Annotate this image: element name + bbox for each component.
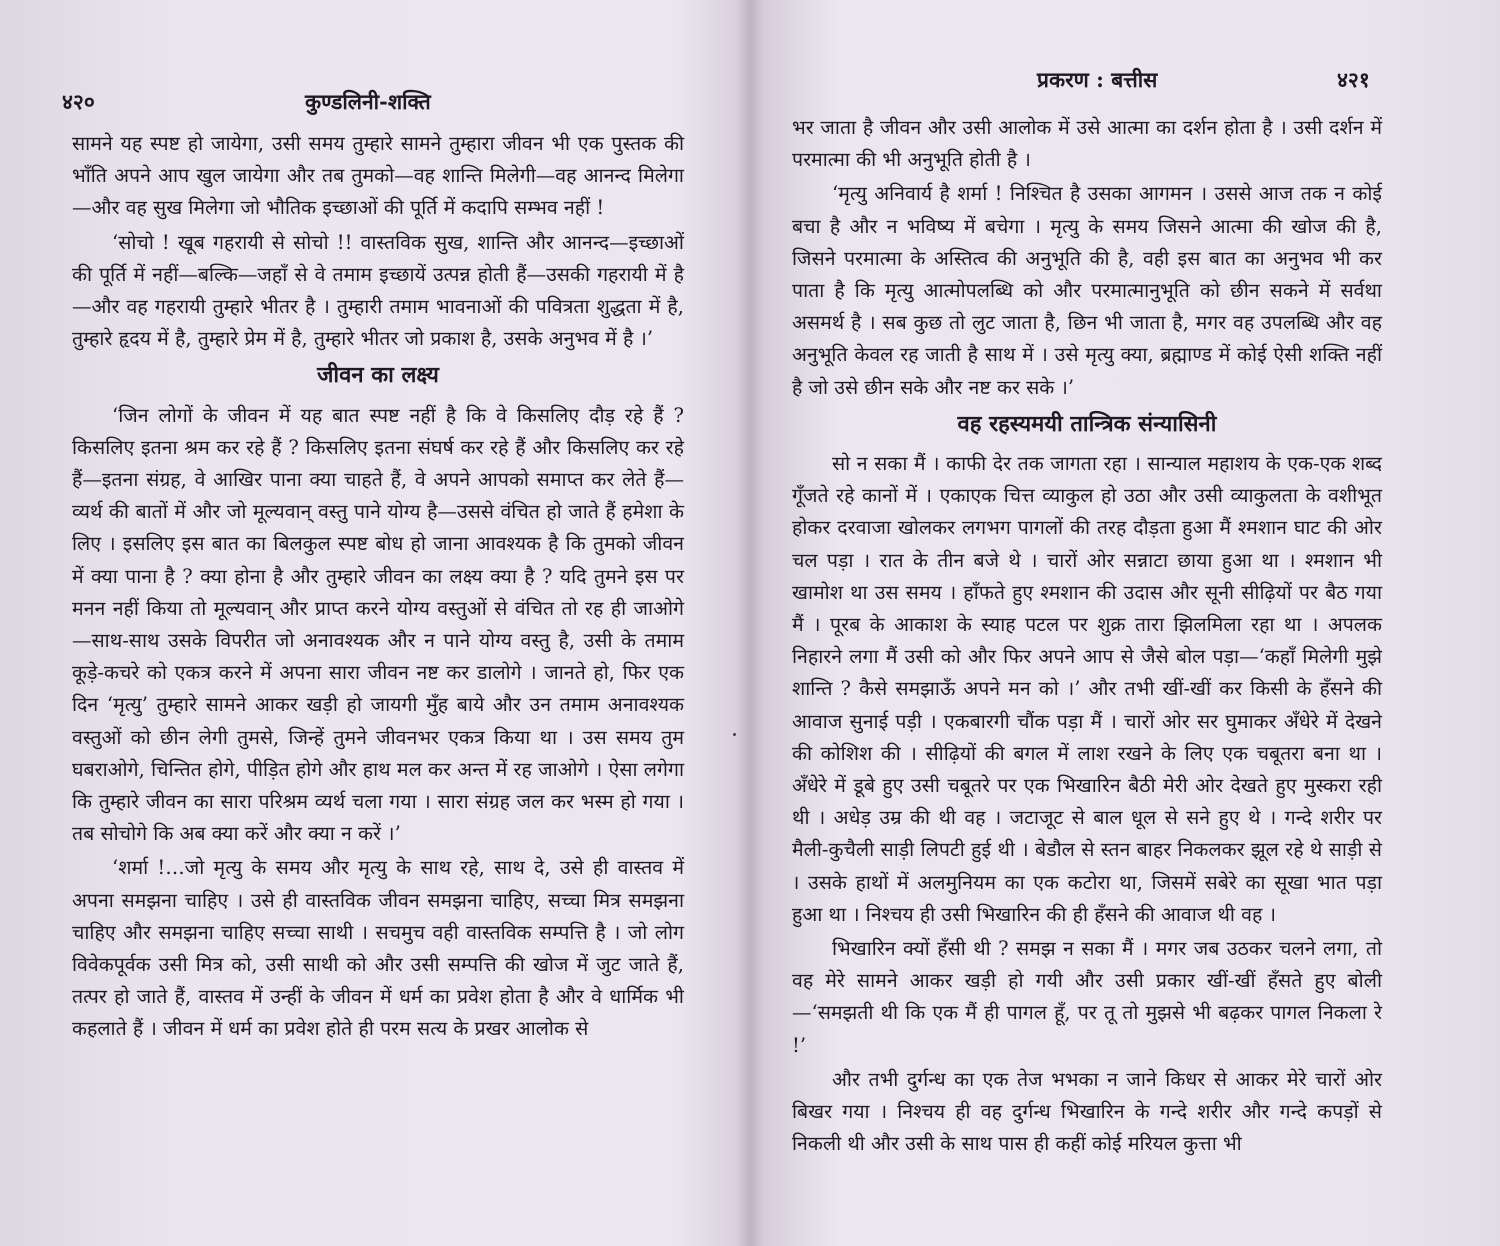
section-heading: वह रहस्यमयी तान्त्रिक संन्यासिनी — [957, 410, 1217, 437]
page-number: ४२० — [62, 89, 95, 114]
section-heading: जीवन का लक्ष्य — [317, 362, 439, 389]
running-title: प्रकरण : बत्तीस — [1037, 67, 1158, 92]
paragraph: सो न सका मैं । काफी देर तक जागता रहा । सान्याल महाशय के एक-एक शब्द गूँजते रहे कानों में । एकाएक चित्त व्याकुल हो उठा और उसी व्याकुलता के वशीभूत होकर दरवाजा खोलकर लगभग पागलों की तरह दौड़ता हुआ मैं श्मशान घाट की ओर चल पड़ा । रात के तीन बजे थे । चारों ओर सन्नाटा छाया हुआ था । श्मशान भी खामोश था उस समय । हाँफते हुए श्मशान की उदास और सूनी सीढ़ियों पर बैठ गया मैं । पूरब के आकाश के स्याह पटल पर शुक्र तारा झिलमिला रहा था । अपलक निहारने लगा मैं उसी को और फिर अपने आप से जैसे बोल पड़ा—‘कहाँ मिलेगी मुझे शान्ति ? कैसे समझाऊँ अपने मन को ।’ और तभी खीं-खीं कर किसी के हँसने की आवाज सुनाई पड़ी । एकबारगी चौंक पड़ा मैं । चारों ओर सर घुमाकर अँधेरे में देखने की कोशिश की । सीढ़ियों की बगल में लाश रखने के लिए एक चबूतरा बना था । अँधेरे में डूबे हुए उसी चबूतरे पर एक भिखारिन बैठी मेरी ओर देखते हुए मुस्करा रही थी । अधेड़ उम्र की थी वह । जटाजूट से बाल धूल से सने हुए थे । गन्दे शरीर पर मैली-कुचैली साड़ी लिपटी हुई थी । बेडौल से स्तन बाहर निकलकर झूल रहे थे साड़ी से । उसके हाथों में अलमुनियम का एक कटोरा था, जिसमें सबेरे का सूखा भात पड़ा हुआ था । निश्चय ही उसी भिखारिन की ही हँसने की आवाज थी वह । — [792, 452, 1382, 926]
paragraph: भर जाता है जीवन और उसी आलोक में उसे आत्मा का दर्शन होता है । उसी दर्शन में परमात्मा की भी अनुभूति होती है । — [792, 116, 1382, 172]
paragraph: सामने यह स्पष्ट हो जायेगा, उसी समय तुम्हारे सामने तुम्हारा जीवन भी एक पुस्तक की भाँति अपने आप खुल जायेगा और तब तुमको—वह शान्ति मिलेगी—वह आनन्द मिलेगा—और वह सुख मिलेगा जो भौतिक इच्छाओं की पूर्ति में कदापि सम्भव नहीं ! — [72, 132, 684, 220]
paragraph: ‘मृत्यु अनिवार्य है शर्मा ! निश्चित है उसका आगमन । उससे आज तक न कोई बचा है और न भविष्य में बचेगा । मृत्यु के समय जिसने आत्मा की खोज की है, जिसने परमात्मा के अस्तित्व की अनुभूति की है, वही इस बात का अनुभव भी कर पाता है कि मृत्यु आत्मोपलब्धि को और परमात्मानुभूति को छीन सकने में सर्वथा असमर्थ है । सब कुछ तो लुट जाता है, छिन भी जाता है, मगर वह उपलब्धि और वह अनुभूति केवल रह जाती है साथ में । उसे मृत्यु क्या, ब्रह्माण्ड में कोई ऐसी शक्ति नहीं है जो उसे छीन सके और नष्ट कर सके ।’ — [792, 182, 1382, 399]
page-number: ४२१ — [1337, 67, 1370, 92]
right-page — [752, 0, 1500, 1246]
left-page — [0, 0, 748, 1246]
paragraph: ‘शर्मा !…जो मृत्यु के समय और मृत्यु के साथ रहे, साथ दे, उसे ही वास्तव में अपना समझना चाहिए । उसे ही वास्तविक जीवन समझना चाहिए, सच्चा मित्र समझना चाहिए और समझना चाहिए सच्चा साथी । सचमुच वही वास्तविक सम्पत्ति है । जो लोग विवेकपूर्वक उसी मित्र को, उसी साथी को और उसी सम्पत्ति की खोज में जुट जाते हैं, तत्पर हो जाते हैं, वास्तव में उन्हीं के जीवन में धर्म का प्रवेश होता है और वे धार्मिक भी कहलाते हैं । जीवन में धर्म का प्रवेश होते ही परम सत्य के प्रखर आलोक से — [72, 856, 684, 1041]
running-title: कुण्डलिनी-शक्ति — [305, 89, 431, 114]
paragraph: ‘सोचो ! खूब गहरायी से सोचो !! वास्तविक सुख, शान्ति और आनन्द—इच्छाओं की पूर्ति में नहीं—बल्कि—जहाँ से वे तमाम इच्छायें उत्पन्न होती हैं—उसकी गहरायी में है—और वह गहरायी तुम्हारे भीतर है । तुम्हारी तमाम भावनाओं की पवित्रता शुद्धता में है, तुम्हारे हृदय में है, तुम्हारे प्रेम में है, तुम्हारे भीतर जो प्रकाश है, उसके अनुभव में है ।’ — [72, 230, 684, 351]
left-page-body — [72, 128, 684, 1048]
paragraph: और तभी दुर्गन्ध का एक तेज भभका न जाने किधर से आकर मेरे चारों ओर बिखर गया । निश्चय ही वह दुर्गन्ध भिखारिन के गन्दे शरीर और गन्दे कपड़ों से निकली थी और उसी के साथ पास ही कहीं कोई मरियल कुत्ता भी — [792, 1067, 1382, 1156]
ink-speck — [733, 733, 736, 736]
right-page-body — [792, 112, 1382, 1163]
paragraph: भिखारिन क्यों हँसी थी ? समझ न सका मैं । मगर जब उठकर चलने लगा, तो वह मेरे सामने आकर खड़ी हो गयी और उसी प्रकार खीं-खीं हँसते हुए बोली—‘समझती थी कि एक मैं ही पागल हूँ, पर तू तो मुझसे भी बढ़कर पागल निकला रे !’ — [792, 937, 1382, 1057]
paragraph: ‘जिन लोगों के जीवन में यह बात स्पष्ट नहीं है कि वे किसलिए दौड़ रहे हैं ? किसलिए इतना श्रम कर रहे हैं ? किसलिए इतना संघर्ष कर रहे हैं और किसलिए कर रहे हैं—इतना संग्रह, वे आखिर पाना क्या चाहते हैं, वे अपने आपको समाप्त कर लेते हैं—व्यर्थ की बातों में और जो मूल्यवान् वस्तु पाने योग्य है—उससे वंचित हो जाते हैं हमेशा के लिए । इसलिए इस बात का बिलकुल स्पष्ट बोध हो जाना आवश्यक है कि तुमको जीवन में क्या पाना है ? क्या होना है और तुम्हारे जीवन का लक्ष्य क्या है ? यदि तुमने इस पर मनन नहीं किया तो मूल्यवान् और प्राप्त करने योग्य वस्तुओं से वंचित तो रह ही जाओगे—साथ-साथ उसके विपरीत जो अनावश्यक और न पाने योग्य वस्तु है, उसी के तमाम कूड़े-कचरे को एकत्र करने में अपना सारा जीवन नष्ट कर डालोगे । जानते हो, फिर एक दिन ‘मृत्यु’ तुम्हारे सामने आकर खड़ी हो जायगी मुँह बाये और उन तमाम अनावश्यक वस्तुओं को छीन लेगी तुमसे, जिन्हें तुमने जीवनभर एकत्र किया था । उस समय तुम घबराओगे, चिन्तित होगे, पीड़ित होगे और हाथ मल कर अन्त में रह जाओगे । ऐसा लगेगा कि तुम्हारे जीवन का सारा परिश्रम व्यर्थ चला गया । सारा संग्रह जल कर भस्म हो गया । तब सोचोगे कि अब क्या करें और क्या न करें ।’ — [72, 403, 684, 846]
